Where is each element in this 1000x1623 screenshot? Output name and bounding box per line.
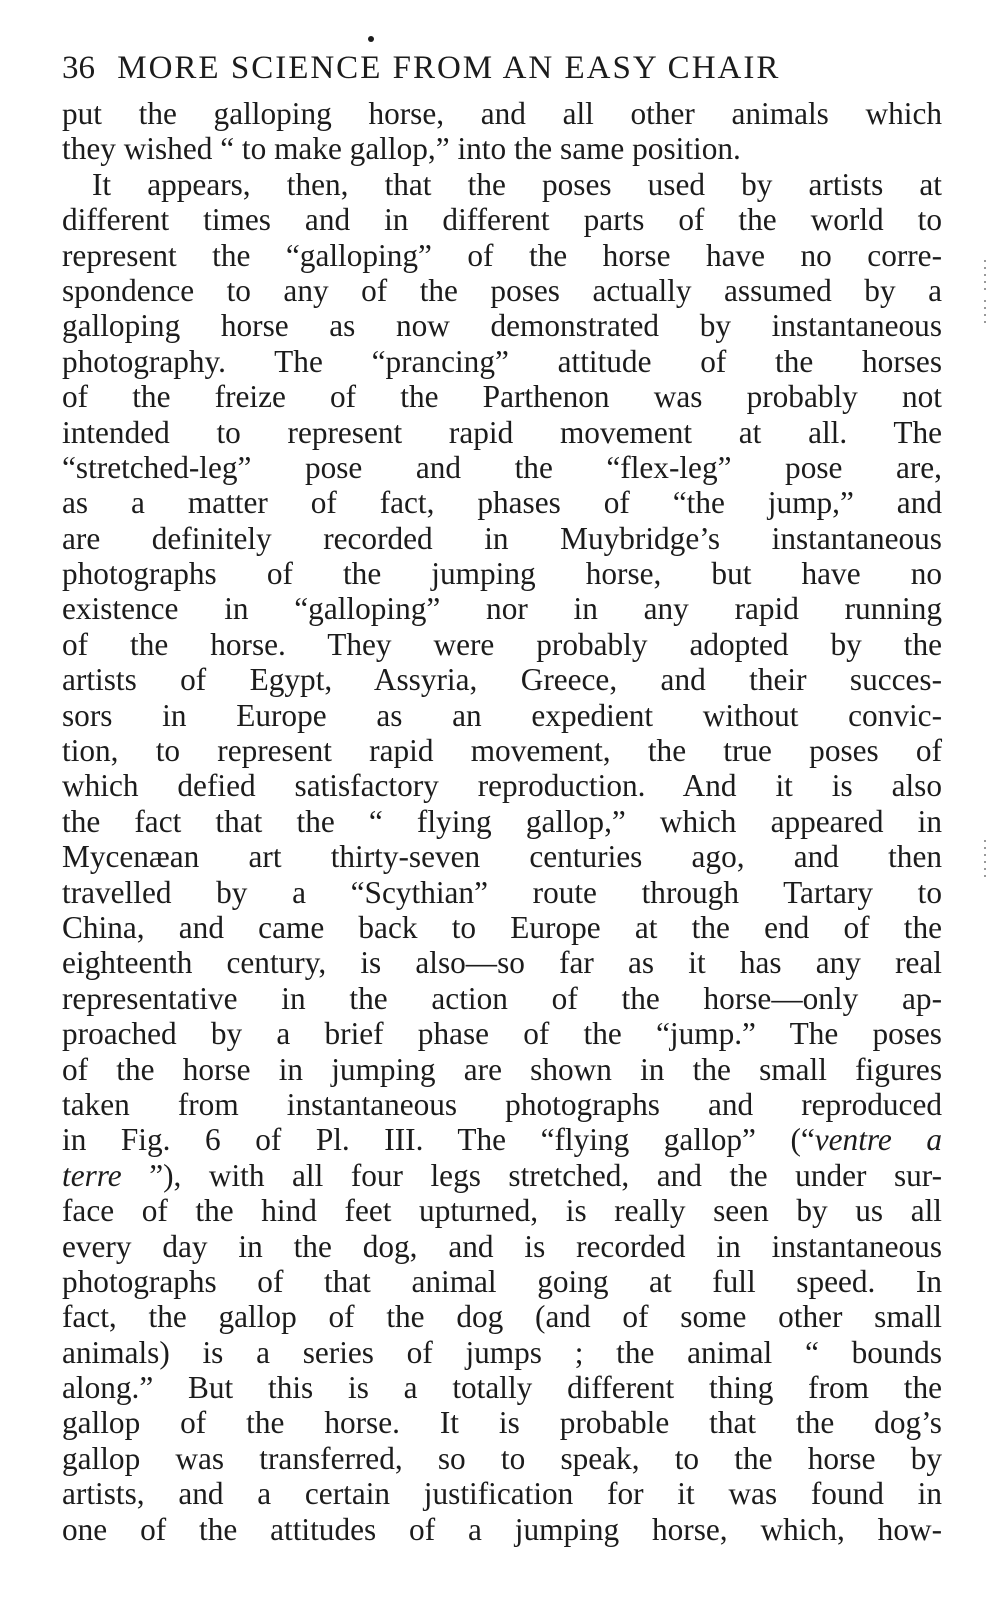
text-line: photography. The “prancing” attitude of the horses — [62, 343, 942, 379]
text-line: they wished “ to make gallop,” into the same position. — [62, 131, 741, 167]
printers-mark — [368, 36, 374, 42]
margin-speckle — [984, 840, 986, 878]
running-title: MORE SCIENCE FROM AN EASY CHAIR — [117, 50, 781, 86]
text-line: proached by a brief phase of the “jump.” The poses — [62, 1016, 942, 1052]
margin-speckle — [984, 260, 986, 290]
text-line: as a matter of fact, phases of “the jump,” and — [62, 485, 942, 521]
italic-phrase-terre: terre — [62, 1157, 122, 1193]
text-line: represent the “galloping” of the horse have no corre- — [62, 237, 942, 273]
margin-speckle — [984, 300, 986, 326]
text-line: eighteenth century, is also—so far as it has any real — [62, 945, 942, 981]
text-line: intended to represent rapid movement at all. The — [62, 414, 942, 450]
text-line: one of the attitudes of a jumping horse, which, how- — [62, 1511, 942, 1547]
text-line: Mycenæan art thirty-seven centuries ago, and then — [62, 839, 942, 875]
text-line: tion, to represent rapid movement, the true poses of — [62, 733, 942, 769]
text-line: fact, the gallop of the dog (and of some other small — [62, 1299, 942, 1335]
text-line: taken from instantaneous photographs and reproduced — [62, 1086, 942, 1122]
text-line: of the horse in jumping are shown in the small figures — [62, 1051, 942, 1087]
text-line: are definitely recorded in Muybridge’s instantaneous — [62, 520, 942, 556]
text-line: travelled by a “Scythian” route through Tartary to — [62, 874, 942, 910]
text-line: of the horse. They were probably adopted by the — [62, 626, 942, 662]
text-line: face of the hind feet upturned, is really seen by us all — [62, 1193, 942, 1229]
text-line-fig-reference — [62, 1122, 942, 1157]
text-line: different times and in different parts of the world to — [62, 202, 942, 238]
text-line: put the galloping horse, and all other animals which — [62, 96, 942, 131]
text-line: China, and came back to Europe at the end of the — [62, 909, 942, 945]
text-line: animals) is a series of jumps ; the animal “ bounds — [62, 1334, 942, 1370]
text-line-terre — [62, 1158, 942, 1193]
book-page — [62, 48, 942, 1547]
text-line: “stretched-leg” pose and the “flex-leg” pose are, — [62, 449, 942, 485]
text-line: every day in the dog, and is recorded in instantaneous — [62, 1228, 942, 1264]
text-line: existence in “galloping” nor in any rapid running — [62, 591, 942, 627]
terre-continuation-text: ”), with all four legs stretched, and the under sur- — [121, 1157, 942, 1193]
text-line: gallop of the horse. It is probable that the dog’s — [62, 1405, 942, 1441]
paragraph-start-line: It appears, then, that the poses used by artists at — [92, 166, 942, 202]
text-line: artists, and a certain justification for it was found in — [62, 1476, 942, 1512]
text-line: of the freize of the Parthenon was probably not — [62, 379, 942, 415]
text-line: sors in Europe as an expedient without convic- — [62, 697, 942, 733]
text-line: artists of Egypt, Assyria, Greece, and their succes- — [62, 662, 942, 698]
text-line: galloping horse as now demonstrated by instantaneous — [62, 308, 942, 344]
text-line: gallop was transferred, so to speak, to the horse by — [62, 1440, 942, 1476]
running-head — [62, 48, 942, 88]
italic-phrase-ventre: ventre a — [814, 1122, 942, 1158]
text-line: which defied satisfactory reproduction. And it is also — [62, 768, 942, 804]
page-number: 36 — [62, 50, 95, 86]
text-line: photographs of the jumping horse, but have no — [62, 556, 942, 592]
body-text — [62, 96, 942, 1547]
text-line: the fact that the “ flying gallop,” which appeared in — [62, 803, 942, 839]
fig-reference-text: in Fig. 6 of Pl. III. The “flying gallop” (“ — [62, 1122, 815, 1158]
text-line: representative in the action of the horse—only ap- — [62, 980, 942, 1016]
text-line: photographs of that animal going at full speed. In — [62, 1263, 942, 1299]
text-line: along.” But this is a totally different thing from the — [62, 1370, 942, 1406]
text-line: spondence to any of the poses actually assumed by a — [62, 272, 942, 308]
